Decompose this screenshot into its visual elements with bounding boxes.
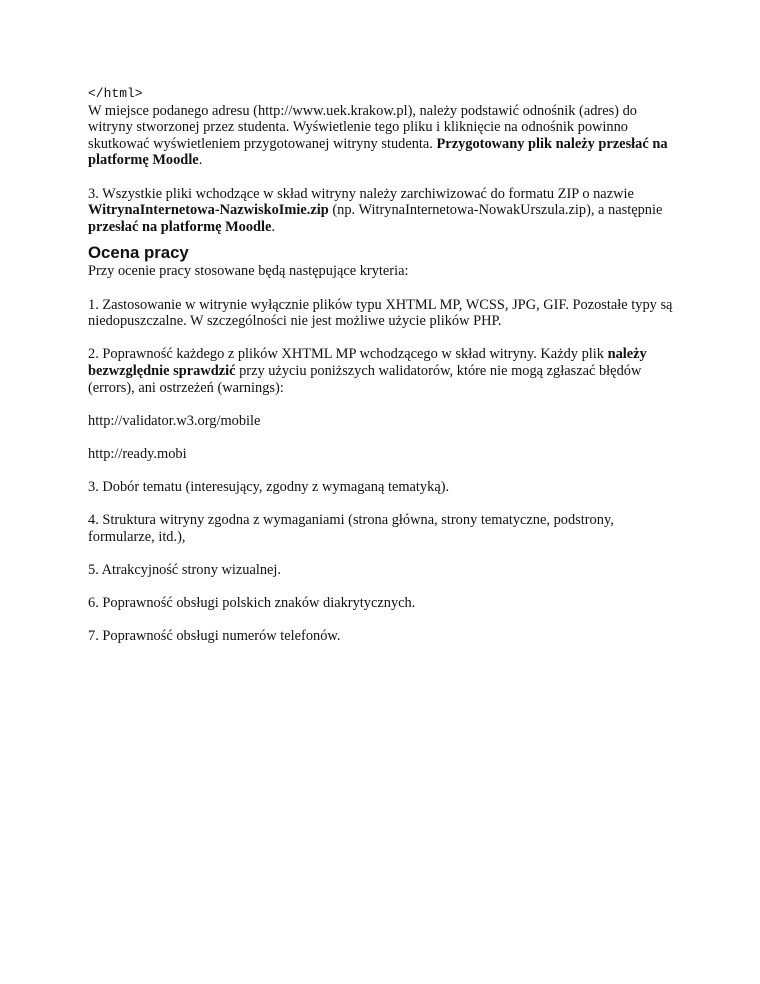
intro-period: .: [198, 152, 203, 169]
point-3-example: (np. WitrynaInternetowa-NowakUrszula.zip), a następnie: [332, 202, 663, 219]
validator-link-ready-mobi: http://ready.mobi: [88, 445, 187, 462]
intro-bold-instruction: Przygotowany plik należy przesłać na platformę Moodle: [88, 135, 668, 169]
point-3-period: .: [271, 218, 276, 235]
criteria-intro: Przy ocenie pracy stosowane będą następujące kryteria:: [88, 263, 409, 280]
point-3-text: 3. Wszystkie pliki wchodzące w skład witryny należy zarchiwizować do formatu ZIP o nazwie: [88, 185, 634, 202]
zip-filename: WitrynaInternetowa-NazwiskoImie.zip: [88, 202, 329, 219]
criterion-5: 5. Atrakcyjność strony wizualnej.: [88, 562, 282, 579]
criterion-2-text-end: przy użyciu poniższych walidatorów, które nie mogą zgłaszać błędów (errors), ani ostrzeżeń (warnings):: [88, 362, 642, 396]
criterion-2: [88, 346, 678, 396]
criterion-7: 7. Poprawność obsługi numerów telefonów.: [88, 628, 341, 645]
criterion-6: 6. Poprawność obsługi polskich znaków diakrytycznych.: [88, 595, 416, 612]
intro-paragraph: [88, 103, 678, 169]
criterion-2-bold: należy bezwzględnie sprawdzić: [88, 346, 647, 379]
point-3-bold-instruction: przesłać na platformę Moodle: [88, 218, 272, 235]
html-closing-tag-code: </html>: [88, 86, 143, 101]
criterion-3: 3. Dobór tematu (interesujący, zgodny z wymaganą tematyką).: [88, 479, 450, 496]
criterion-1: 1. Zastosowanie w witrynie wyłącznie plików typu XHTML MP, WCSS, JPG, GIF. Pozostałe typy są niedopuszczalne. W szczególności nie jest możliwe użycie plików PHP.: [88, 296, 673, 330]
criterion-4: 4. Struktura witryny zgodna z wymaganiami (strona główna, strony tematyczne, podstrony, formularze, itd.),: [88, 512, 614, 545]
section-heading-ocena-pracy: Ocena pracy: [88, 243, 189, 263]
point-3-paragraph: [88, 186, 678, 236]
validator-link-w3: http://validator.w3.org/mobile: [88, 412, 261, 429]
criterion-2-text: 2. Poprawność każdego z plików XHTML MP wchodzącego w skład witryny. Każdy plik: [88, 346, 604, 363]
document-body: [88, 86, 678, 645]
intro-text: W miejsce podanego adresu (http://www.uek.krakow.pl), należy podstawić odnośnik (adres) do witryny stworzonej przez studenta. Wyświetlenie tego pliku i kliknięcie na odnośnik powinno skutkować wyświetleniem przygotowanej witryny studenta.: [88, 102, 637, 152]
